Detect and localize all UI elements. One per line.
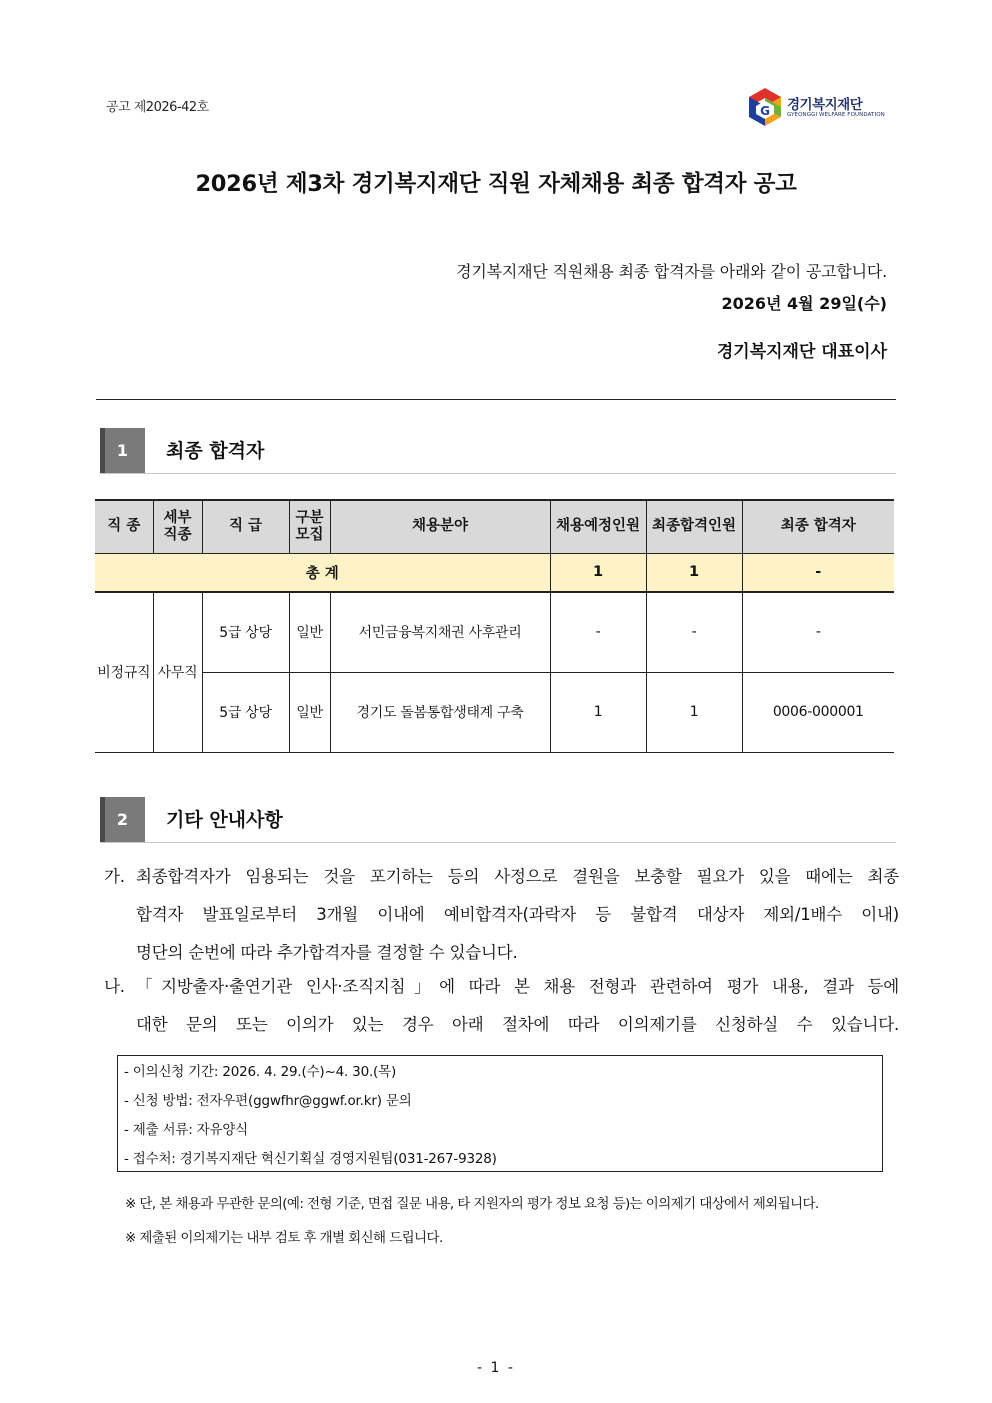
header-passed: 최종합격인원 <box>646 500 742 553</box>
document-title: 2026년 제3차 경기복지재단 직원 자체채용 최종 합격자 공고 <box>195 171 797 197</box>
total-final: - <box>742 553 894 592</box>
section-title: 최종 합격자 <box>166 440 265 462</box>
logo-english-name: GYEONGGI WELFARE FOUNDATION <box>787 112 885 118</box>
footnote: ※ 단, 본 채용과 무관한 문의(예: 전형 기준, 면접 질문 내용, 타 지원자의 평가 정보 요청 등)는 이의제기 대상에서 제외됩니다. <box>125 1196 819 1212</box>
objection-info-box <box>117 1055 883 1172</box>
grade-cell: 5급 상당 <box>202 592 289 672</box>
item-line: 합격자 발표일로부터 3개월 이내에 예비합격자(과락자 등 불합격 대상자 제외/1배수 이내) <box>136 905 899 924</box>
table-row <box>95 592 894 672</box>
section-number: 2 <box>100 797 145 842</box>
header-field: 채용분야 <box>330 500 550 553</box>
field-cell: 경기도 돌봄통합생태계 구축 <box>330 672 550 752</box>
header-grade: 직 급 <box>202 500 289 553</box>
header-job-type: 직 종 <box>95 500 153 553</box>
table-total-row <box>95 553 894 592</box>
category-cell: 일반 <box>289 592 330 672</box>
header-planned: 채용예정인원 <box>550 500 646 553</box>
total-planned: 1 <box>550 553 646 592</box>
section-title: 기타 안내사항 <box>166 809 283 831</box>
logo-name: 경기복지재단 <box>787 97 863 113</box>
item-line: 「지방출자·출연기관 인사·조직지침」에 따라 본 채용 전형과 관련하여 평가 내용, 결과 등에 <box>136 977 899 996</box>
header-final: 최종 합격자 <box>742 500 894 553</box>
item-line: 대한 문의 또는 이의가 있는 경우 아래 절차에 따라 이의제기를 신청하실 수 있습니다. <box>136 1015 899 1034</box>
grade-cell: 5급 상당 <box>202 672 289 752</box>
issuer: 경기복지재단 대표이사 <box>716 342 887 362</box>
item-line: 최종합격자가 임용되는 것을 포기하는 등의 사정으로 결원을 보충할 필요가 있을 때에는 최종 <box>136 867 899 886</box>
item-marker: 나. <box>104 977 125 996</box>
footnote: ※ 제출된 이의제기는 내부 검토 후 개별 회신해 드립니다. <box>125 1230 443 1246</box>
objection-method: - 신청 방법: 전자우편(ggwfhr@ggwf.or.kr) 문의 <box>124 1093 412 1109</box>
category-cell: 일반 <box>289 672 330 752</box>
page-number: - 1 - <box>477 1360 515 1376</box>
notice-item-ga <box>104 858 899 972</box>
objection-documents: - 제출 서류: 자유양식 <box>124 1122 249 1138</box>
notice-date: 2026년 4월 29일(수) <box>721 294 887 313</box>
objection-office: - 접수처: 경기복지재단 혁신기획실 경영지원팀(031-267-9328) <box>124 1151 497 1167</box>
intro-text: 경기복지재단 직원채용 최종 합격자를 아래와 같이 공고합니다. <box>456 262 887 281</box>
objection-period: - 이의신청 기간: 2026. 4. 29.(수)~4. 30.(목) <box>124 1064 397 1080</box>
section-2-header <box>100 797 896 843</box>
sub-type-cell: 사무직 <box>153 592 202 752</box>
svg-text:G: G <box>760 104 770 118</box>
header-category: 구분 모집 <box>289 500 330 553</box>
planned-cell: 1 <box>550 672 646 752</box>
field-cell: 서민금융복지채권 사후관리 <box>330 592 550 672</box>
final-cell: 0006-000001 <box>742 672 894 752</box>
header-sub-type: 세부 직종 <box>153 500 202 553</box>
passed-cell: - <box>646 592 742 672</box>
final-results-table <box>95 499 894 753</box>
section-number: 1 <box>100 428 145 473</box>
final-cell: - <box>742 592 894 672</box>
planned-cell: - <box>550 592 646 672</box>
section-1-header <box>100 428 896 474</box>
total-passed: 1 <box>646 553 742 592</box>
passed-cell: 1 <box>646 672 742 752</box>
divider <box>96 399 896 400</box>
item-marker: 가. <box>104 867 125 886</box>
foundation-logo <box>747 87 897 129</box>
item-line: 명단의 순번에 따라 추가합격자를 결정할 수 있습니다. <box>136 943 518 962</box>
job-type-cell: 비정규직 <box>95 592 153 752</box>
notice-item-na <box>104 968 899 1044</box>
foundation-logo-icon <box>747 87 783 127</box>
notice-number: 공고 제2026-42호 <box>106 100 209 115</box>
total-label: 총 계 <box>95 553 550 592</box>
table-header-row <box>95 500 894 553</box>
table-row <box>95 672 894 752</box>
